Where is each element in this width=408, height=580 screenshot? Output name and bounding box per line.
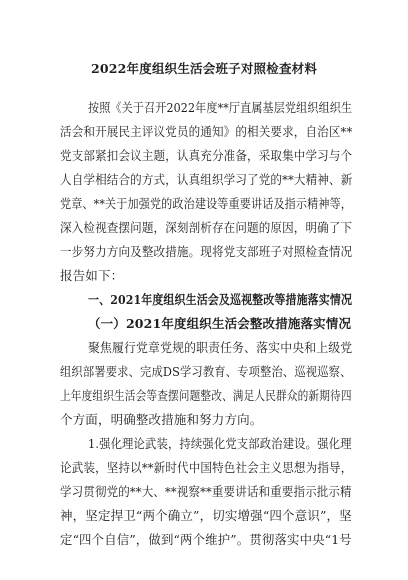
paragraph-line: 深入检视查摆问题，深刻剖析存在问题的原因，明确了下 (60, 220, 353, 235)
paragraph-line: 论武装，坚持以**新时代中国特色社会主义思想为指导， (60, 460, 353, 475)
paragraph-line: 按照《关于召开2022年度**厅直属基层党组织组织生 (88, 100, 353, 115)
paragraph-line: 聚焦履行党章党规的职责任务、落实中央和上级党 (88, 340, 353, 355)
paragraph-line: 学习贯彻党的**大、**视察**重要讲话和重要指示批示精 (60, 484, 352, 499)
paragraph-line: 定“四个自信”，做到“两个维护”。贯彻落实中央“1号 (60, 532, 352, 547)
document-title: 2022年度组织生活会班子对照检查材料 (90, 61, 318, 76)
paragraph-line: 党支部紧扣会议主题，认真充分准备，采取集中学习与个 (60, 148, 353, 163)
paragraph-line: 神，坚定捍卫“两个确立”，切实增强“四个意识”，坚 (60, 508, 352, 523)
paragraph-line: 组织部署要求、完成DS学习教育、专项整治、巡视巡察、 (60, 364, 352, 379)
paragraph-line: 1.强化理论武装，持续强化党支部政治建设。强化理 (88, 436, 352, 451)
section-heading: 一、2021年度组织生活会及巡视整改等措施落实情况 (88, 292, 353, 307)
paragraph-line: 上年度组织生活会等查摆问题整改、满足人民群众的新期待四 (60, 388, 352, 403)
paragraph-line: 活会和开展民主评议党员的通知》的相关要求，自治区** (60, 124, 353, 139)
subsection-heading: （一）2021年度组织生活会整改措施落实情况 (88, 316, 352, 331)
paragraph-line: 人自学相结合的方式，认真组织学习了党的**大精神、新 (60, 172, 353, 187)
paragraph-line: 报告如下： (60, 268, 124, 283)
paragraph-line: 一步努力方向及整改措施。现将党支部班子对照检查情况 (60, 244, 353, 259)
paragraph-line: 个方面，明确整改措施和努力方向。 (60, 412, 263, 427)
paragraph-line: 党章、**关于加强党的政治建设等重要讲话及指示精神等， (60, 196, 353, 211)
